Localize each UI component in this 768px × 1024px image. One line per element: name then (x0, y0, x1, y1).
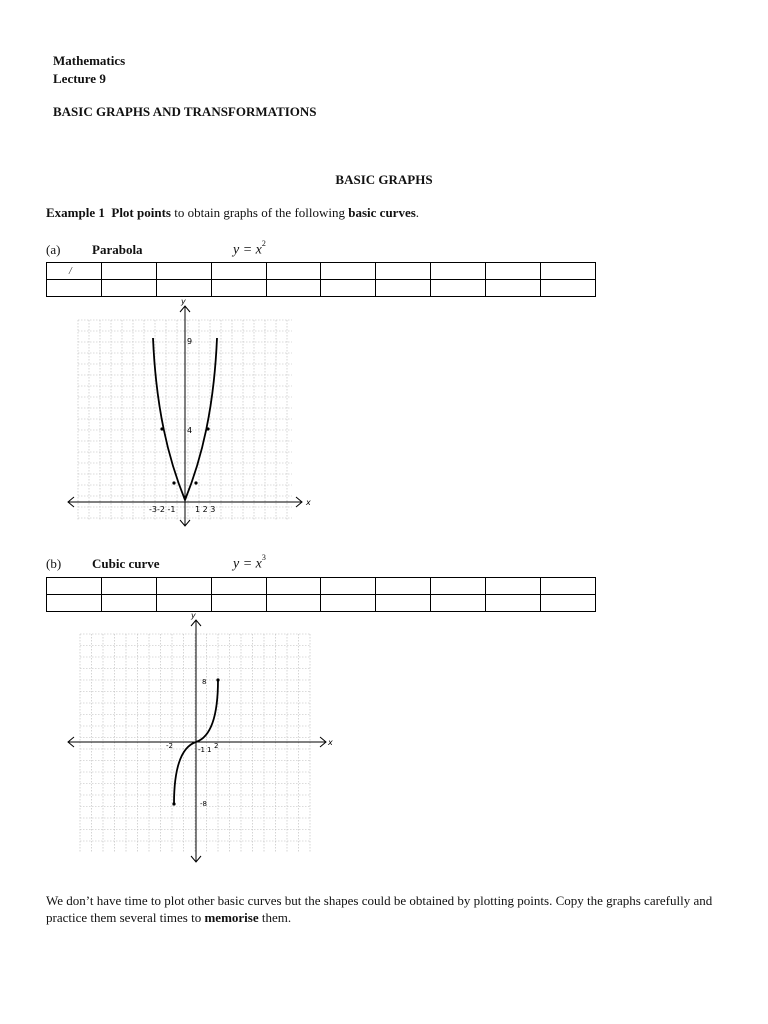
table-mark: / (69, 265, 72, 277)
y-axis-label: y (181, 298, 186, 306)
table-row (47, 280, 596, 297)
part-b-equation: $y = x^3$ (233, 553, 266, 572)
plot-point (194, 481, 197, 484)
tick-labels-negative: -3-2 -1 (149, 505, 176, 514)
tick-label-9: 9 (187, 337, 193, 346)
part-a-name: Parabola (92, 242, 143, 257)
x-axis-label: x (306, 498, 311, 507)
closing-paragraph (46, 892, 736, 926)
plot-point (206, 427, 209, 430)
closing-text-start: We don’t have time to plot other basic curves but the shapes could be obtained by plotting points. Copy the graphs carefully and practice them several times to (46, 893, 713, 925)
example-bold-end: basic curves (348, 205, 416, 220)
part-b-name: Cubic curve (92, 556, 160, 571)
part-a-value-table (46, 262, 596, 297)
subject-heading: Mathematics (53, 53, 126, 68)
example-text-end: . (415, 205, 420, 220)
tick-label-neg2: -2 (166, 742, 173, 750)
table-row (47, 595, 596, 612)
closing-text-end: them. (258, 910, 292, 925)
example-text-mid: to obtain graphs of the following (170, 205, 349, 220)
y-axis-label: y (191, 612, 196, 620)
section-title: BASIC GRAPHS (335, 172, 433, 187)
tick-label-1: 1 (207, 746, 212, 754)
table-row (47, 578, 596, 595)
tick-label-neg1: -1 (198, 746, 205, 754)
cubic-graph (60, 612, 340, 867)
example-statement (46, 205, 419, 221)
table-row (47, 263, 596, 280)
plot-point (172, 802, 175, 805)
closing-bold: memorise (204, 910, 259, 925)
x-axis-label: x (328, 738, 333, 747)
example-bold-phrase: Plot points (111, 205, 171, 220)
parabola-graph (60, 298, 320, 533)
tick-label-4: 4 (187, 426, 193, 435)
part-a-equation: $y = x^2$ (233, 239, 266, 258)
part-b-label: (b) (46, 556, 62, 571)
tick-label-neg8: -8 (200, 800, 207, 808)
plot-point (172, 481, 175, 484)
example-label: Example 1 (46, 205, 105, 220)
part-b-value-table (46, 577, 596, 612)
tick-labels-positive: 1 2 3 (195, 505, 216, 514)
tick-label-8: 8 (202, 678, 207, 686)
document-title: BASIC GRAPHS AND TRANSFORMATIONS (53, 104, 317, 119)
part-a-label: (a) (46, 242, 61, 257)
tick-label-2: 2 (214, 742, 219, 750)
plot-point (216, 678, 219, 681)
plot-point (160, 427, 163, 430)
lecture-heading: Lecture 9 (53, 71, 106, 86)
